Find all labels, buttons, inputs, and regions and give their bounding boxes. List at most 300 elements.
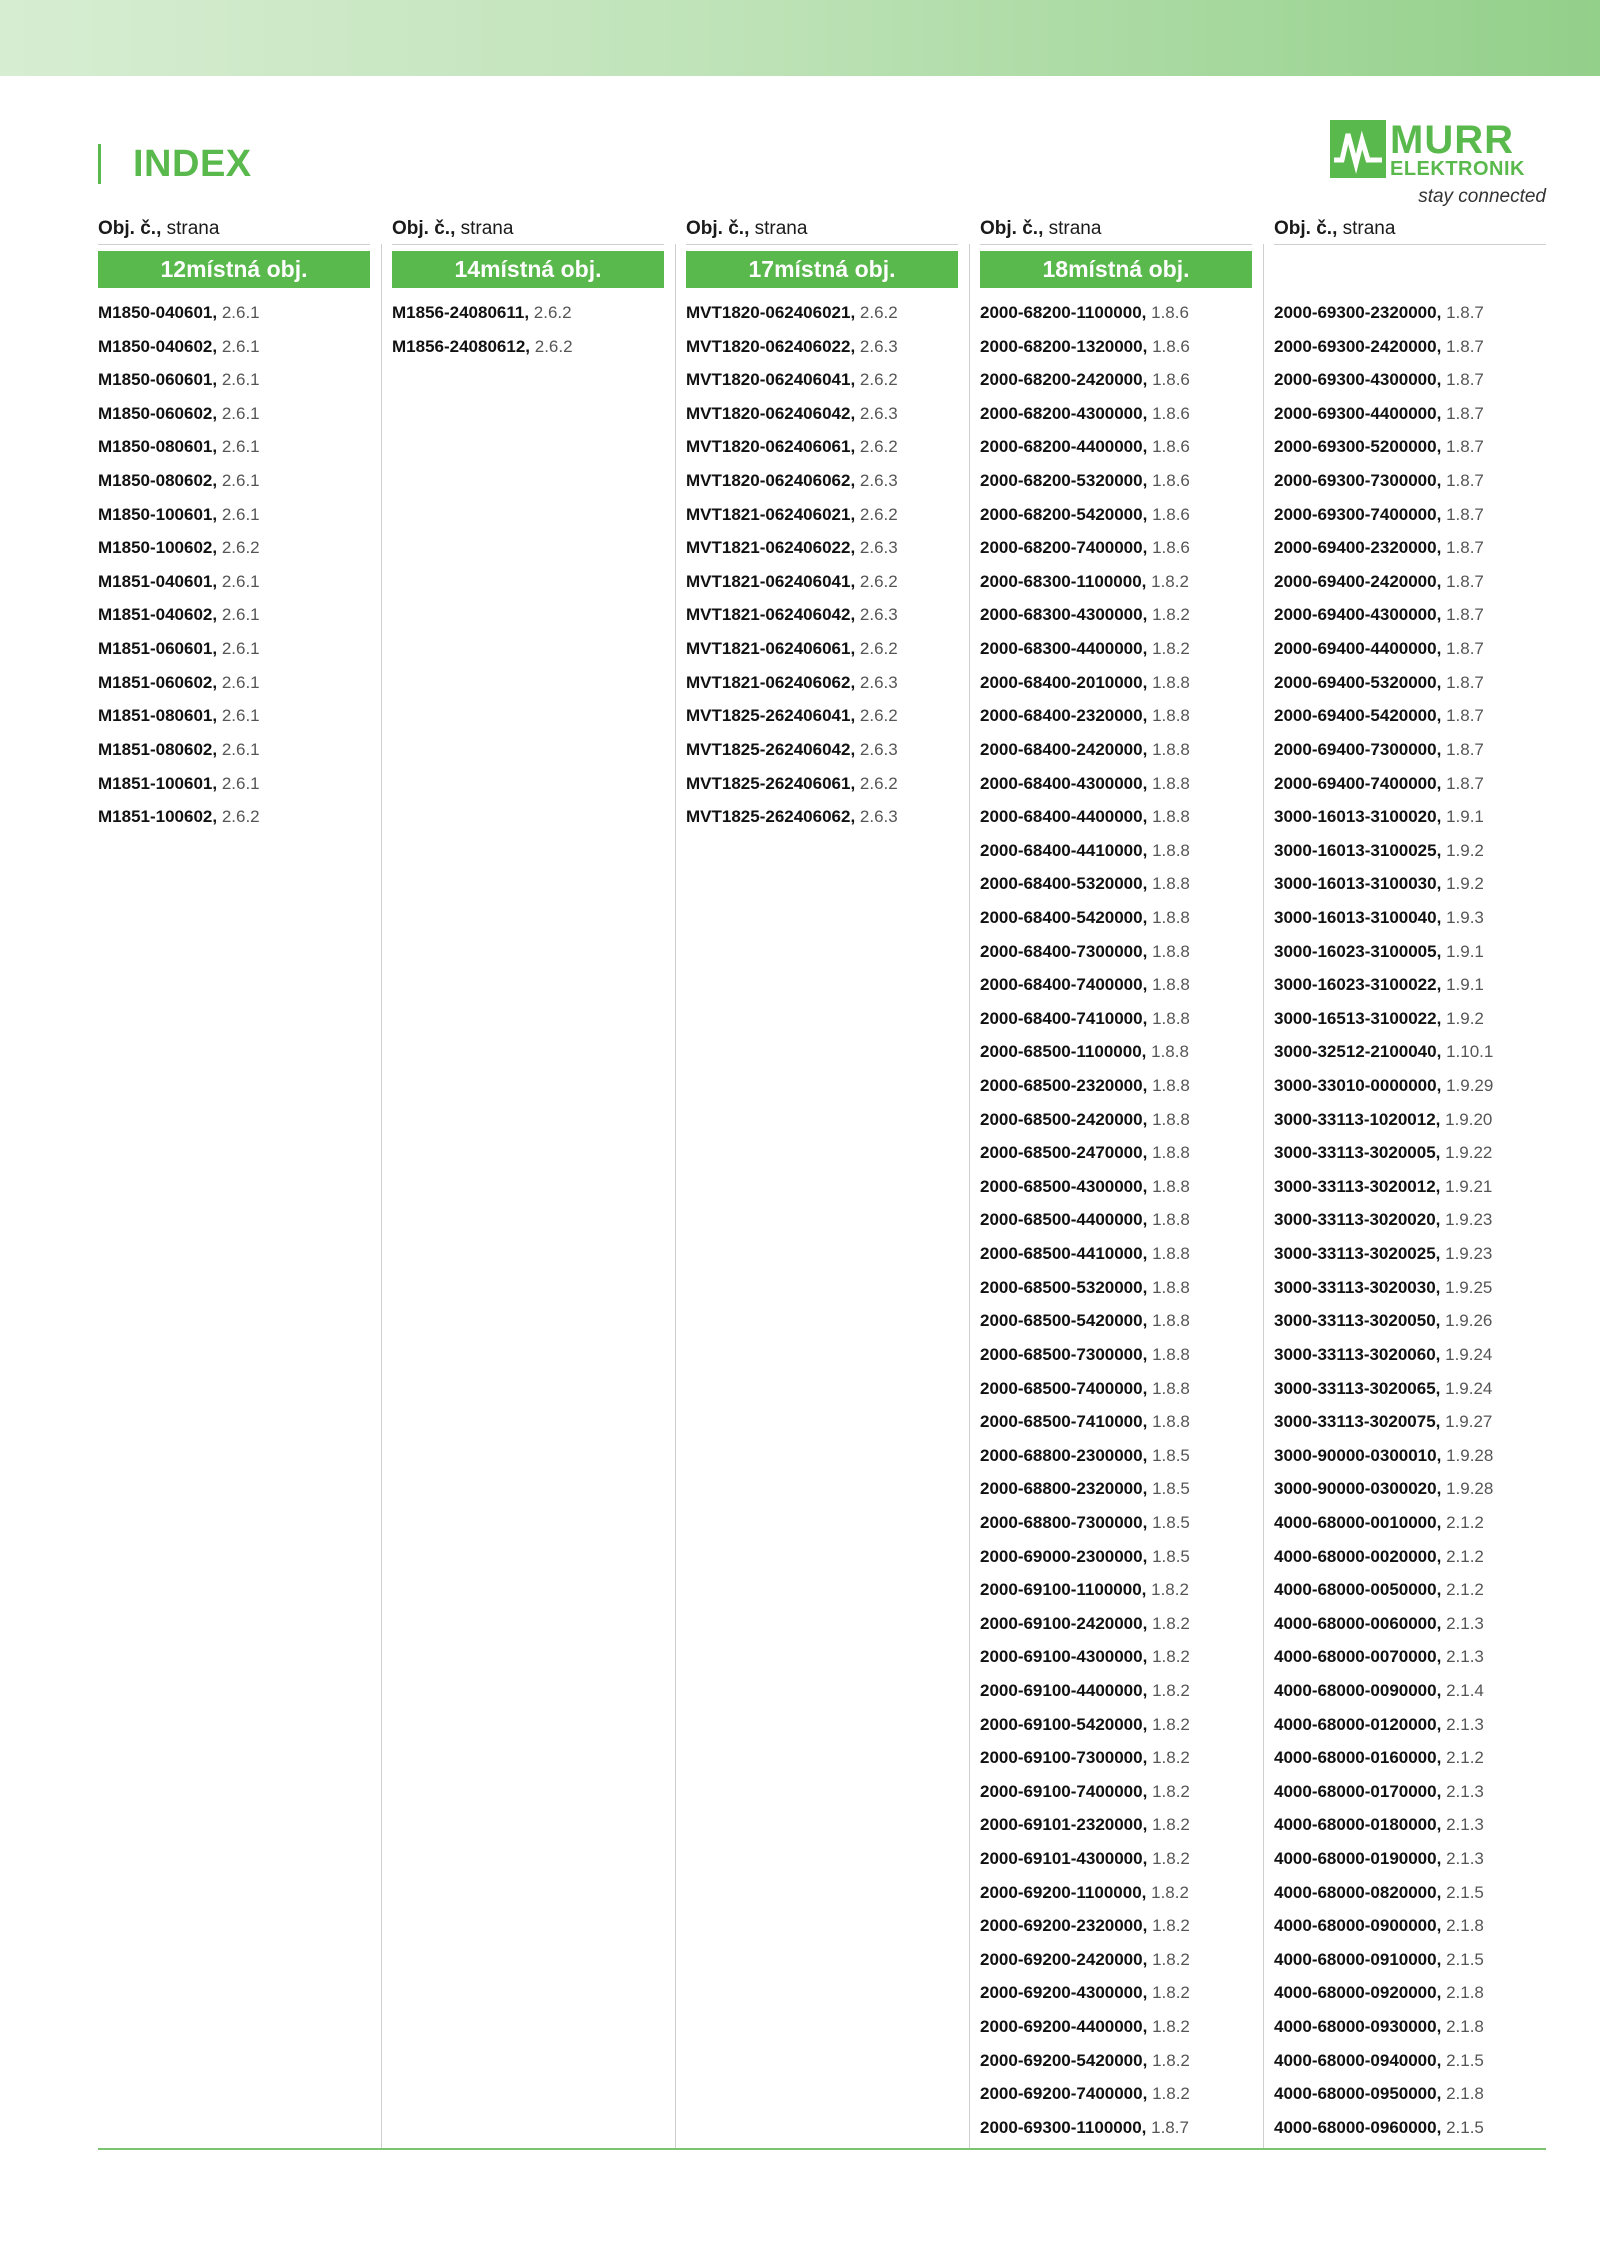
order-number: M1850-100601: [98, 504, 213, 524]
entry-separator: ,: [1436, 571, 1447, 591]
page-reference: 1.9.3: [1446, 907, 1484, 927]
page-reference: 1.8.2: [1152, 605, 1190, 625]
brand-logo: [1330, 118, 1550, 214]
list-item: [1274, 1136, 1546, 1170]
list-item: [1274, 1271, 1546, 1305]
list-item: [1274, 1909, 1546, 1943]
page-reference: 1.8.6: [1152, 336, 1190, 356]
page-reference: 1.8.8: [1152, 1176, 1190, 1196]
column-separator: [1263, 244, 1264, 2150]
list-item: [98, 767, 370, 801]
logo-name-main: MURR: [1390, 118, 1514, 162]
page-reference: 2.1.5: [1446, 1949, 1484, 1969]
list-item: [1274, 1775, 1546, 1809]
page-reference: 1.8.8: [1152, 1277, 1190, 1297]
list-item: [980, 1103, 1252, 1137]
order-number: 2000-69200-2420000: [980, 1949, 1143, 1969]
entry-separator: ,: [1142, 739, 1153, 759]
page-reference: 2.6.2: [221, 807, 260, 827]
order-number: 2000-69300-7300000: [1274, 471, 1437, 491]
order-number: 3000-33113-3020020: [1274, 1210, 1436, 1230]
order-number: 2000-69300-7400000: [1274, 504, 1437, 524]
order-number: 2000-69300-2320000: [1274, 303, 1437, 322]
page-reference: 1.9.1: [1446, 941, 1484, 961]
order-number: 4000-68000-0170000: [1274, 1781, 1437, 1801]
page-reference: 2.6.2: [534, 336, 573, 356]
page-reference: 1.9.26: [1445, 1311, 1493, 1331]
entry-separator: ,: [212, 773, 222, 793]
order-number: MVT1820-062406042: [686, 403, 851, 423]
list-item: [980, 1002, 1252, 1036]
list-item: [98, 464, 370, 498]
list-item: [980, 2077, 1252, 2111]
page-reference: 1.9.1: [1446, 975, 1484, 995]
entry-separator: ,: [1142, 1680, 1153, 1700]
entry-separator: ,: [1142, 840, 1153, 860]
page-reference: 2.6.2: [221, 538, 260, 558]
order-number: 2000-69100-4400000: [980, 1680, 1143, 1700]
order-number: 4000-68000-0020000: [1274, 1546, 1437, 1566]
page-reference: 1.8.6: [1152, 403, 1190, 423]
page-reference: 1.8.8: [1152, 1109, 1190, 1129]
page-reference: 1.8.7: [1446, 571, 1484, 591]
order-number: 4000-68000-0930000: [1274, 2017, 1437, 2037]
page-reference: 1.8.7: [1446, 739, 1484, 759]
list-item: [686, 733, 958, 767]
entry-separator: ,: [1142, 403, 1153, 423]
page-reference: 2.6.1: [221, 471, 260, 491]
list-item: [1274, 1338, 1546, 1372]
entry-separator: ,: [850, 739, 860, 759]
order-number: M1851-040601: [98, 571, 213, 591]
page-reference: 1.8.8: [1151, 1042, 1189, 1062]
order-number: 2000-68300-4300000: [980, 605, 1143, 625]
column-separator: [675, 244, 676, 2150]
page-reference: 2.6.2: [859, 773, 898, 793]
entry-separator: ,: [1142, 1311, 1153, 1331]
list-item: [1274, 699, 1546, 733]
entry-separator: ,: [1142, 874, 1153, 894]
order-number: 3000-33113-3020060: [1274, 1344, 1436, 1364]
list-item: [980, 1035, 1252, 1069]
entry-separator: ,: [1436, 1512, 1447, 1532]
list-item: [1274, 2077, 1546, 2111]
entry-separator: ,: [212, 672, 222, 692]
entry-separator: ,: [1141, 1882, 1152, 1902]
order-number: 2000-69101-4300000: [980, 1849, 1143, 1869]
entry-separator: ,: [1436, 1680, 1447, 1700]
entry-separator: ,: [1436, 1949, 1447, 1969]
entry-separator: ,: [1436, 1479, 1447, 1499]
entry-separator: ,: [525, 336, 535, 356]
entry-separator: ,: [1436, 1613, 1447, 1633]
list-item: [980, 1439, 1252, 1473]
page-reference: 1.8.5: [1152, 1479, 1190, 1499]
list-item: [98, 296, 370, 330]
page-reference: 1.8.6: [1152, 437, 1190, 457]
page-reference: 1.9.25: [1445, 1277, 1493, 1297]
entry-separator: ,: [212, 807, 222, 827]
column-header-label: Obj. č.,: [98, 218, 162, 239]
column-header: [1274, 214, 1546, 245]
entry-separator: ,: [1436, 605, 1447, 625]
page-reference: 1.8.6: [1151, 303, 1189, 322]
index-columns: [98, 214, 1546, 2150]
page-reference: 1.8.5: [1152, 1445, 1190, 1465]
column-separator: [969, 244, 970, 2150]
list-item: [980, 1607, 1252, 1641]
page-reference: 1.8.5: [1152, 1512, 1190, 1532]
order-number: 2000-69000-2300000: [980, 1546, 1143, 1566]
list-item: [1274, 1002, 1546, 1036]
list-item: [980, 800, 1252, 834]
list-item: [1274, 1506, 1546, 1540]
order-number: 3000-16013-3100030: [1274, 874, 1437, 894]
list-item: [980, 1540, 1252, 1574]
entry-separator: ,: [212, 336, 222, 356]
entry-separator: ,: [1436, 1849, 1447, 1869]
list-item: [1274, 968, 1546, 1002]
page-reference: 2.6.1: [221, 739, 260, 759]
page-reference: 2.6.1: [221, 605, 260, 625]
list-item: [980, 1842, 1252, 1876]
logo-tagline: stay connected: [1418, 186, 1546, 207]
order-number: 3000-90000-0300010: [1274, 1445, 1437, 1465]
order-number: 2000-68500-4300000: [980, 1176, 1143, 1196]
entry-separator: ,: [1436, 807, 1447, 827]
entry-separator: ,: [1142, 2084, 1153, 2104]
entry-separator: ,: [1436, 1008, 1447, 1028]
page-reference: 1.9.20: [1445, 1109, 1493, 1129]
order-number: 2000-69300-2420000: [1274, 336, 1437, 356]
page-reference: 1.8.6: [1152, 538, 1190, 558]
page-reference: 1.8.2: [1152, 1781, 1190, 1801]
order-number: 2000-68400-4400000: [980, 807, 1143, 827]
order-number: 2000-69200-2320000: [980, 1916, 1143, 1936]
list-item: [1274, 1540, 1546, 1574]
entry-separator: ,: [212, 739, 222, 759]
list-item: [980, 666, 1252, 700]
section-banner: 18místná obj.: [980, 251, 1252, 288]
order-number: 3000-33113-3020050: [1274, 1311, 1436, 1331]
entry-separator: ,: [1142, 639, 1153, 659]
entry-separator: ,: [1142, 975, 1153, 995]
order-number: M1850-060602: [98, 403, 213, 423]
entry-separator: ,: [1142, 1815, 1153, 1835]
entry-separator: ,: [1142, 807, 1153, 827]
order-number: 3000-16013-3100025: [1274, 840, 1437, 860]
order-number: 2000-69400-4400000: [1274, 639, 1437, 659]
list-item: [686, 330, 958, 364]
order-number: 4000-68000-0180000: [1274, 1815, 1437, 1835]
page-reference: 1.8.2: [1152, 1916, 1190, 1936]
order-number: 2000-69300-1100000: [980, 2117, 1142, 2137]
page-reference: 1.8.5: [1152, 1546, 1190, 1566]
entry-separator: ,: [1436, 941, 1447, 961]
list-item: [980, 397, 1252, 431]
section-banner: [1274, 251, 1546, 288]
page-reference: 1.8.2: [1152, 1714, 1190, 1734]
page-reference: 2.1.5: [1446, 2050, 1484, 2070]
entry-separator: ,: [1436, 706, 1447, 726]
list-item: [1274, 1035, 1546, 1069]
page-reference: 1.8.8: [1152, 1344, 1190, 1364]
order-number: 3000-90000-0300020: [1274, 1479, 1437, 1499]
order-number: 3000-16513-3100022: [1274, 1008, 1437, 1028]
list-item: [686, 296, 958, 330]
page-reference: 2.6.1: [221, 370, 260, 390]
page-reference: 1.8.7: [1446, 773, 1484, 793]
order-number: M1850-080602: [98, 471, 213, 491]
entry-separator: ,: [1142, 1647, 1153, 1667]
page-reference: 1.8.8: [1152, 874, 1190, 894]
order-number: 3000-33113-3020025: [1274, 1244, 1436, 1264]
entry-separator: ,: [1435, 1277, 1446, 1297]
list-item: [1274, 531, 1546, 565]
list-item: [98, 531, 370, 565]
entry-separator: ,: [1436, 975, 1447, 995]
order-number: 2000-69101-2320000: [980, 1815, 1143, 1835]
entry-separator: ,: [212, 639, 222, 659]
order-number: 4000-68000-0950000: [1274, 2084, 1437, 2104]
list-item: [1274, 1876, 1546, 1910]
order-number: 4000-68000-0820000: [1274, 1882, 1437, 1902]
order-number: 4000-68000-0160000: [1274, 1748, 1437, 1768]
order-number: M1856-24080611: [392, 303, 525, 322]
order-number: 2000-68200-1320000: [980, 336, 1143, 356]
index-column: [1274, 214, 1546, 2150]
order-number: 2000-69100-1100000: [980, 1580, 1142, 1600]
page-reference: 2.1.2: [1446, 1512, 1484, 1532]
page-reference: 2.1.4: [1446, 1680, 1484, 1700]
order-number: 3000-16023-3100005: [1274, 941, 1437, 961]
page-reference: 1.8.7: [1446, 504, 1484, 524]
page-title-block: [98, 144, 252, 184]
order-number: 3000-33113-3020012: [1274, 1176, 1436, 1196]
order-number: 2000-68300-4400000: [980, 639, 1143, 659]
entry-separator: ,: [1436, 1882, 1447, 1902]
page-reference: 1.8.7: [1446, 538, 1484, 558]
page-reference: 1.8.7: [1151, 2117, 1189, 2137]
entry-separator: ,: [1142, 1849, 1153, 1869]
list-item: [980, 867, 1252, 901]
order-number: 2000-68400-5420000: [980, 907, 1143, 927]
order-number: 2000-68400-7300000: [980, 941, 1143, 961]
list-item: [686, 632, 958, 666]
page-reference: 1.8.7: [1446, 336, 1484, 356]
entry-separator: ,: [850, 403, 860, 423]
entry-separator: ,: [850, 538, 860, 558]
order-number: M1850-080601: [98, 437, 213, 457]
order-number: M1851-100602: [98, 807, 213, 827]
order-number: MVT1820-062406041: [686, 370, 851, 390]
entry-separator: ,: [212, 571, 222, 591]
page-reference: 2.6.3: [859, 672, 898, 692]
order-number: M1850-040602: [98, 336, 213, 356]
list-item: [1274, 834, 1546, 868]
list-item: [1274, 1472, 1546, 1506]
order-number: 2000-69400-7300000: [1274, 739, 1437, 759]
list-item: [980, 632, 1252, 666]
order-number: 2000-68400-4410000: [980, 840, 1143, 860]
entry-separator: ,: [212, 370, 222, 390]
entry-separator: ,: [1436, 403, 1447, 423]
order-number: 2000-69200-4300000: [980, 1983, 1143, 2003]
page-reference: 1.9.28: [1446, 1479, 1494, 1499]
list-item: [980, 2044, 1252, 2078]
list-item: [1274, 1103, 1546, 1137]
page-reference: 2.6.2: [859, 639, 898, 659]
column-header-suffix: strana: [749, 218, 808, 239]
list-item: [1274, 1640, 1546, 1674]
entry-separator: ,: [1436, 538, 1447, 558]
list-item: [686, 397, 958, 431]
page-reference: 2.6.3: [859, 336, 898, 356]
page-reference: 2.1.8: [1446, 1916, 1484, 1936]
order-number: 2000-68500-7400000: [980, 1378, 1143, 1398]
list-item: [1274, 632, 1546, 666]
list-item: [980, 1136, 1252, 1170]
page-reference: 2.6.2: [859, 504, 898, 524]
list-item: [98, 430, 370, 464]
page-reference: 1.8.2: [1152, 2084, 1190, 2104]
order-number: 2000-69300-5200000: [1274, 437, 1437, 457]
list-item: [98, 363, 370, 397]
order-number: 2000-68500-7410000: [980, 1412, 1143, 1432]
entry-separator: ,: [1142, 437, 1153, 457]
order-number: 4000-68000-0070000: [1274, 1647, 1437, 1667]
entry-separator: ,: [1436, 370, 1447, 390]
list-item: [98, 565, 370, 599]
page-reference: 1.8.8: [1152, 941, 1190, 961]
entry-separator: ,: [850, 471, 860, 491]
entry-separator: ,: [1435, 1344, 1446, 1364]
section-banner: 14místná obj.: [392, 251, 664, 288]
page-reference: 1.8.8: [1152, 739, 1190, 759]
entry-separator: ,: [850, 639, 860, 659]
list-item: [1274, 1069, 1546, 1103]
list-item: [1274, 598, 1546, 632]
entry-separator: ,: [1436, 504, 1447, 524]
entry-separator: ,: [1142, 1546, 1153, 1566]
order-number: 2000-68200-5320000: [980, 471, 1143, 491]
entry-separator: ,: [212, 605, 222, 625]
order-number: 2000-68500-5420000: [980, 1311, 1143, 1331]
list-item: [980, 363, 1252, 397]
order-number: M1850-060601: [98, 370, 213, 390]
page-reference: 1.8.2: [1152, 1647, 1190, 1667]
order-number: 2000-68800-2320000: [980, 1479, 1143, 1499]
page-reference: 2.1.3: [1446, 1849, 1484, 1869]
entry-separator: ,: [1436, 1042, 1447, 1062]
page-reference: 1.8.2: [1152, 1949, 1190, 1969]
order-number: MVT1821-062406061: [686, 639, 851, 659]
entry-separator: ,: [1141, 1580, 1152, 1600]
list-item: [1274, 1170, 1546, 1204]
order-number: MVT1821-062406022: [686, 538, 851, 558]
list-item: [392, 330, 664, 364]
list-item: [686, 531, 958, 565]
entry-separator: ,: [1436, 1580, 1447, 1600]
index-column: [980, 214, 1252, 2150]
list-item: [1274, 397, 1546, 431]
title-accent-bar: [98, 144, 101, 184]
page-reference: 1.9.2: [1446, 1008, 1484, 1028]
page-reference: 2.6.3: [859, 739, 898, 759]
section-banner: 12místná obj.: [98, 251, 370, 288]
list-item: [686, 666, 958, 700]
entry-separator: ,: [1435, 1143, 1446, 1163]
page-reference: 1.8.7: [1446, 403, 1484, 423]
entry-separator: ,: [1436, 1076, 1447, 1096]
entry-separator: ,: [850, 706, 860, 726]
page-reference: 1.9.2: [1446, 874, 1484, 894]
page-reference: 1.8.2: [1152, 1680, 1190, 1700]
order-number: M1851-080602: [98, 739, 213, 759]
page-reference: 2.6.3: [859, 807, 898, 827]
list-item: [392, 296, 664, 330]
entry-separator: ,: [1142, 1008, 1153, 1028]
list-item: [1274, 800, 1546, 834]
list-item: [980, 901, 1252, 935]
page-reference: 2.1.8: [1446, 2017, 1484, 2037]
murr-logo-icon: [1330, 120, 1386, 178]
order-number: 2000-68800-7300000: [980, 1512, 1143, 1532]
page-reference: 2.1.3: [1446, 1714, 1484, 1734]
list-item: [98, 800, 370, 834]
list-item: [98, 397, 370, 431]
order-number: MVT1821-062406042: [686, 605, 851, 625]
page-reference: 1.8.8: [1152, 1412, 1190, 1432]
list-item: [1274, 2044, 1546, 2078]
entry-separator: ,: [1435, 1109, 1446, 1129]
page-reference: 2.1.2: [1446, 1546, 1484, 1566]
list-item: [1274, 1842, 1546, 1876]
order-number: 4000-68000-0190000: [1274, 1849, 1437, 1869]
order-number: 2000-69100-5420000: [980, 1714, 1143, 1734]
list-item: [686, 498, 958, 532]
column-header: [686, 214, 958, 245]
list-item: [980, 1405, 1252, 1439]
page-reference: 2.6.2: [533, 303, 572, 322]
order-number: M1850-100602: [98, 538, 213, 558]
column-header-label: Obj. č.,: [392, 218, 456, 239]
page-reference: 1.8.6: [1152, 471, 1190, 491]
order-number: 2000-68500-4410000: [980, 1244, 1143, 1264]
page-reference: 1.8.7: [1446, 605, 1484, 625]
column-header-label: Obj. č.,: [1274, 218, 1338, 239]
entry-separator: ,: [1142, 1378, 1153, 1398]
page-reference: 2.1.3: [1446, 1815, 1484, 1835]
order-number: 2000-68300-1100000: [980, 571, 1142, 591]
entry-separator: ,: [1436, 471, 1447, 491]
entry-separator: ,: [212, 403, 222, 423]
list-item: [1274, 2111, 1546, 2145]
column-header: [392, 214, 664, 245]
entry-list: [980, 296, 1252, 2145]
entry-separator: ,: [1142, 1748, 1153, 1768]
order-number: 2000-68400-7400000: [980, 975, 1143, 995]
list-item: [1274, 935, 1546, 969]
order-number: 2000-69100-7300000: [980, 1748, 1143, 1768]
page-reference: 2.6.1: [221, 773, 260, 793]
order-number: 2000-68200-5420000: [980, 504, 1143, 524]
list-item: [980, 430, 1252, 464]
order-number: 4000-68000-0010000: [1274, 1512, 1437, 1532]
entry-separator: ,: [1435, 1378, 1446, 1398]
list-item: [1274, 363, 1546, 397]
entry-separator: ,: [1436, 840, 1447, 860]
